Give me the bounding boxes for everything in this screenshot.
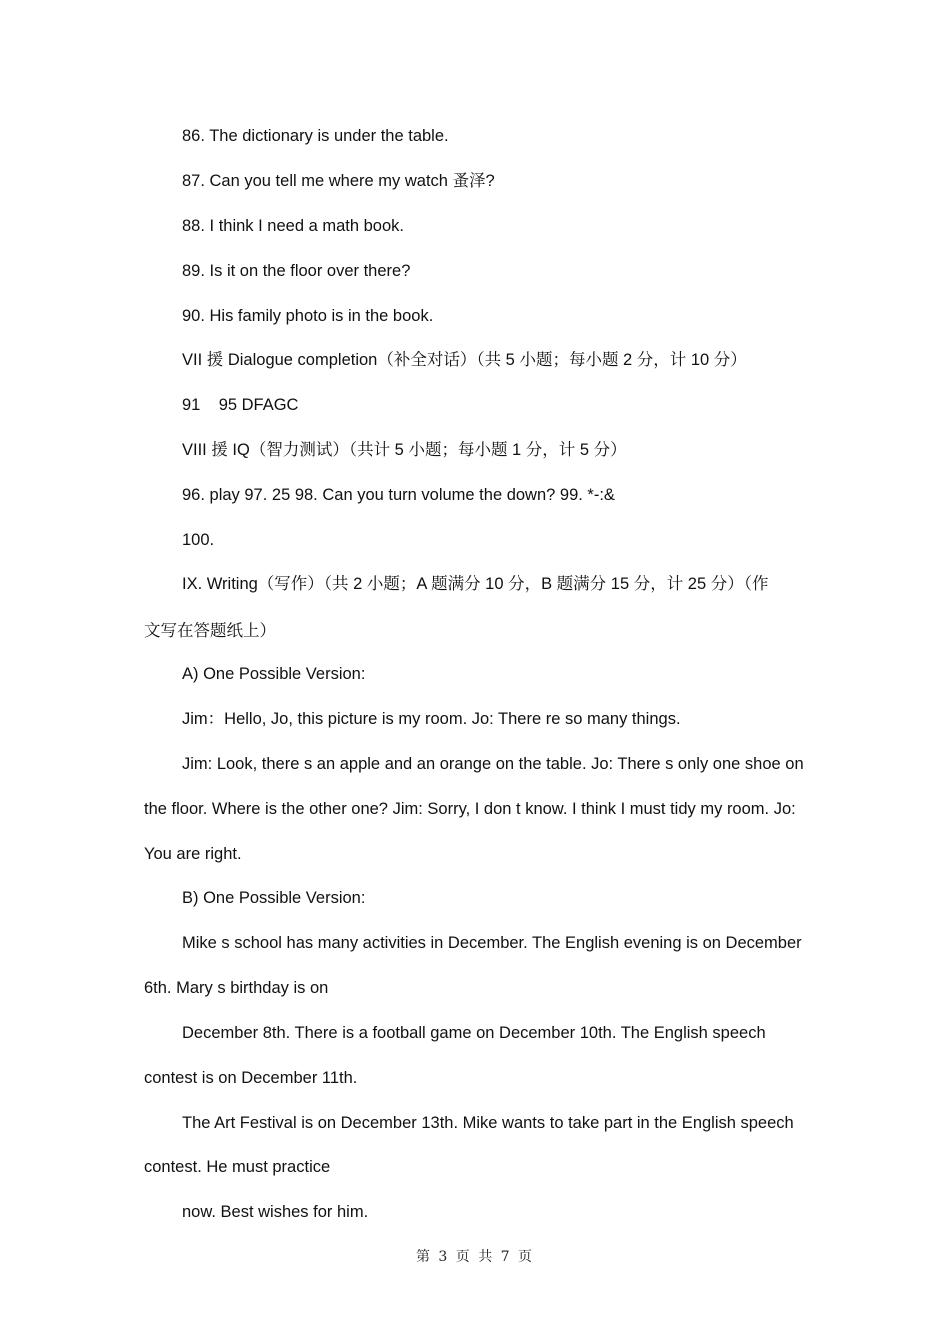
version-b-line: Mike s school has many activities in December. The English evening is on December: [182, 934, 802, 952]
version-b-line: contest is on December 11th.: [144, 1069, 358, 1087]
version-b-heading: B) One Possible Version:: [182, 889, 366, 907]
section-heading-ix-continued: 文写在答题纸上）: [144, 622, 276, 640]
version-a-line: the floor. Where is the other one? Jim: Sorry, I don t know. I think I must tidy my room. Jo:: [144, 800, 796, 818]
answer-87: 87. Can you tell me where my watch 蚤泽?: [182, 172, 495, 190]
answer-100: 100.: [182, 531, 215, 549]
answer-91-95: 91 95 DFAGC: [182, 396, 299, 414]
section-heading-viii: VIII 援 IQ（智力测试）（共计 5 小题；每小题 1 分，计 5 分）: [182, 441, 627, 459]
answer-89: 89. Is it on the floor over there?: [182, 262, 411, 280]
version-b-line: 6th. Mary s birthday is on: [144, 979, 329, 997]
version-a-line: Jim: Look, there s an apple and an orange on the table. Jo: There s only one shoe on: [182, 755, 804, 773]
version-a-line: You are right.: [144, 845, 242, 863]
section-heading-ix: IX. Writing（写作）（共 2 小题；A 题满分 10 分，B 题满分 15 分，计 25 分）（作: [182, 575, 769, 593]
answer-86: 86. The dictionary is under the table.: [182, 127, 449, 145]
version-b-line: December 8th. There is a football game on December 10th. The English speech: [182, 1024, 766, 1042]
section-heading-vii: VII 援 Dialogue completion（补全对话）（共 5 小题；每小题 2 分，计 10 分）: [182, 351, 747, 369]
version-b-line: now. Best wishes for him.: [182, 1203, 369, 1221]
answer-90: 90. His family photo is in the book.: [182, 307, 434, 325]
version-b-line: contest. He must practice: [144, 1158, 331, 1176]
answer-88: 88. I think I need a math book.: [182, 217, 404, 235]
version-a-heading: A) One Possible Version:: [182, 665, 366, 683]
page-footer: 第 3 页 共 7 页: [415, 1249, 535, 1265]
answer-96-99: 96. play 97. 25 98. Can you turn volume the down? 99. *-:&: [182, 486, 615, 504]
version-b-line: The Art Festival is on December 13th. Mike wants to take part in the English speech: [182, 1114, 794, 1132]
version-a-line: Jim：Hello, Jo, this picture is my room. Jo: There re so many things.: [182, 710, 681, 728]
